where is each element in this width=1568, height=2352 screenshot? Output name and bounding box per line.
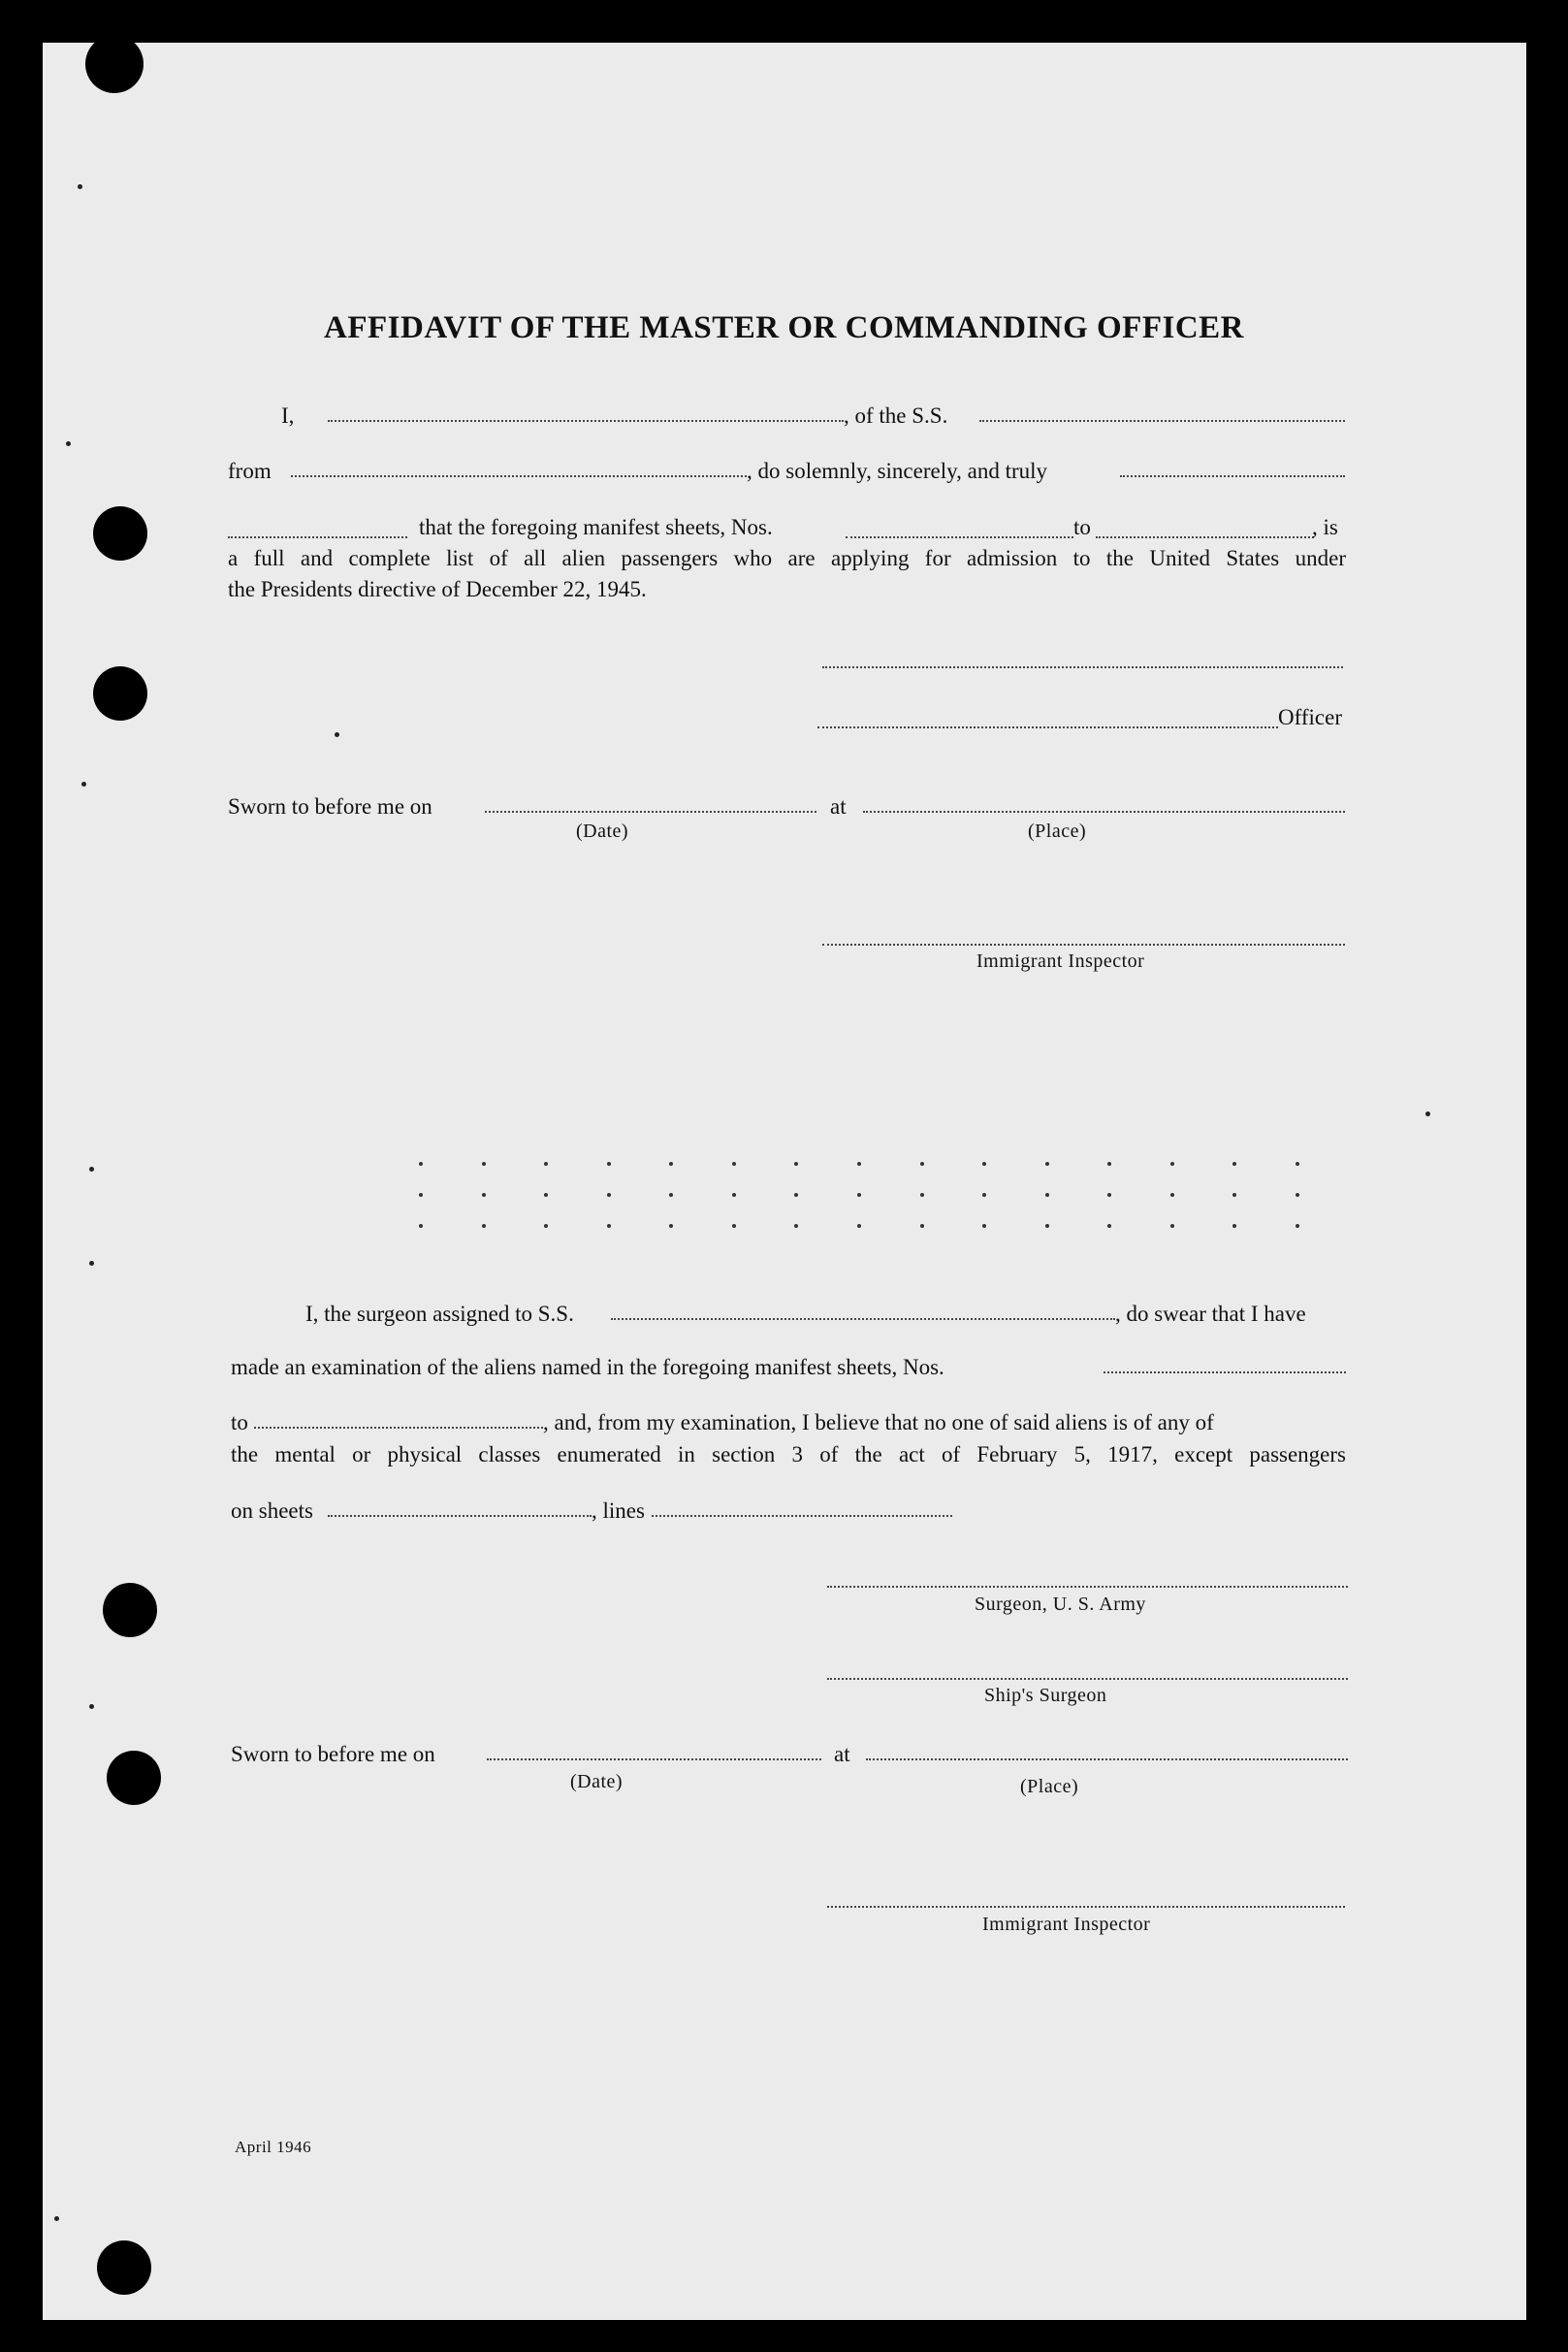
master-place-caption: (Place) [1028,821,1087,842]
surgeon-sheets-from-field[interactable] [1104,1371,1346,1373]
speck [89,1704,94,1709]
surgeon-intro-label: I, the surgeon assigned to S.S. [305,1302,574,1326]
speck [78,184,82,189]
surgeon-sheets-to-field[interactable] [254,1427,543,1429]
surgeon-at-label: at [834,1742,850,1766]
speck [89,1167,94,1172]
master-is-label: , is [1312,515,1338,539]
master-to-label: to [1073,515,1091,539]
master-swear-field[interactable] [1120,475,1345,477]
surgeon-ship-field[interactable] [611,1318,1115,1320]
surgeon-sworn-place-field[interactable] [866,1758,1348,1760]
master-directive-line: the Presidents directive of December 22, 1945. [228,577,647,601]
speck [66,441,71,446]
separator-dots [419,1162,1299,1166]
master-name-field[interactable] [328,420,844,422]
master-date-caption: (Date) [576,821,629,842]
ship-surgeon-signature-field[interactable] [827,1678,1348,1680]
master-ship-field[interactable] [979,420,1345,422]
master-sworn-date-field[interactable] [485,811,816,813]
speck [89,1261,94,1266]
master-paragraph-line: a full and complete list of all alien passengers who are applying for admission to the United States under [228,546,1346,570]
form-sheet [43,43,1526,2320]
officer-label: Officer [1278,705,1342,729]
ship-surgeon-caption: Ship's Surgeon [984,1685,1107,1706]
army-surgeon-caption: Surgeon, U. S. Army [975,1594,1146,1615]
surgeon-swear-label: , do swear that I have [1115,1302,1306,1326]
footer-date: April 1946 [235,2138,312,2156]
surgeon-on-sheets-label: on sheets [231,1498,313,1523]
surgeon-exception-sheets-field[interactable] [328,1515,592,1517]
master-sheets-from-field[interactable] [846,536,1073,538]
speck [1425,1112,1430,1116]
master-ss-label: , of the S.S. [844,403,948,428]
punch-hole [107,1751,161,1805]
master-from-label: from [228,459,272,483]
separator-dots [419,1224,1299,1228]
master-sworn-place-field[interactable] [863,811,1345,813]
master-solemnly-label: , do solemnly, sincerely, and truly [747,459,1048,483]
page-title: AFFIDAVIT OF THE MASTER OR COMMANDING OFFICER [324,310,1244,345]
surgeon-sworn-label: Sworn to before me on [231,1742,435,1766]
master-inspector-signature-field[interactable] [822,944,1345,946]
punch-hole [103,1583,157,1637]
master-swear-field-cont[interactable] [228,536,407,538]
surgeon-sworn-date-field[interactable] [487,1758,821,1760]
master-manifest-label: that the foregoing manifest sheets, Nos. [419,515,773,539]
speck [81,782,86,787]
surgeon-date-caption: (Date) [570,1771,624,1792]
surgeon-inspector-signature-field[interactable] [827,1906,1345,1908]
master-signature-field[interactable] [822,666,1343,668]
surgeon-belief-label: , and, from my examination, I believe that no one of said aliens is of any of [543,1410,1214,1434]
officer-signature-field[interactable] [817,726,1278,728]
master-inspector-caption: Immigrant Inspector [976,950,1145,972]
master-at-label: at [830,794,847,819]
punch-hole [93,666,147,721]
army-surgeon-signature-field[interactable] [827,1586,1348,1588]
surgeon-place-caption: (Place) [1020,1776,1079,1797]
surgeon-exception-lines-field[interactable] [652,1515,952,1517]
separator-dots [419,1193,1299,1197]
surgeon-exam-label: made an examination of the aliens named in the foregoing manifest sheets, Nos. [231,1355,944,1379]
master-from-field[interactable] [291,475,747,477]
surgeon-to-label: to [231,1410,248,1434]
master-sworn-label: Sworn to before me on [228,794,432,819]
punch-hole [93,506,147,561]
surgeon-inspector-caption: Immigrant Inspector [982,1914,1151,1935]
surgeon-paragraph-line: the mental or physical classes enumerated in section 3 of the act of February 5, 1917, except passengers [231,1442,1346,1466]
surgeon-lines-label: , lines [592,1498,645,1523]
punch-hole [97,2240,151,2295]
punch-hole [85,35,144,93]
master-i-label: I, [281,403,295,428]
master-sheets-to-field[interactable] [1096,536,1314,538]
speck [54,2216,59,2221]
speck [335,732,339,737]
